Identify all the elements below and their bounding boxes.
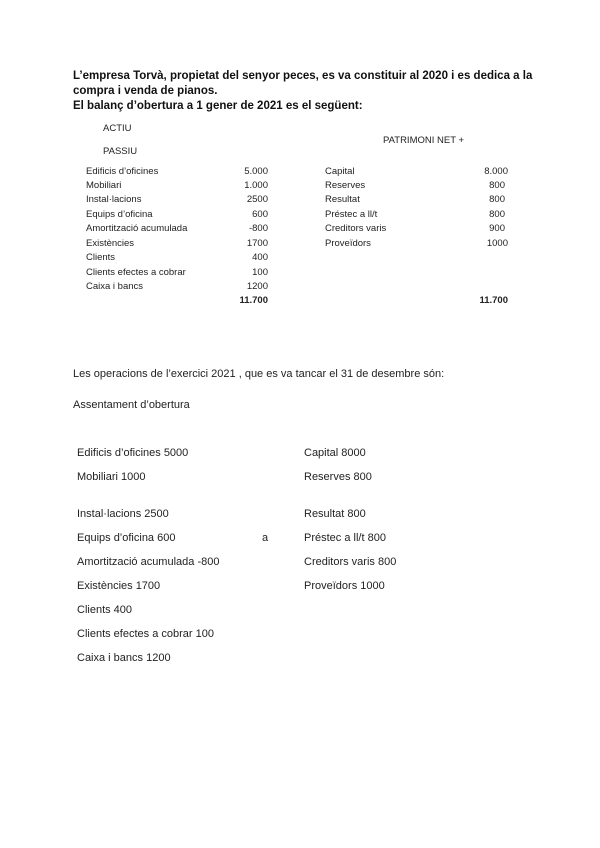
- credit-line: Préstec a ll/t 800: [304, 532, 386, 544]
- passiu-row: Resultat: [325, 194, 360, 205]
- actiu-value: 2500: [246, 194, 268, 205]
- passiu-value: 1000: [486, 238, 508, 249]
- debit-line: Caixa i bancs 1200: [77, 652, 171, 664]
- actiu-value: 400: [252, 252, 268, 263]
- intro-line-2: compra i venda de pianos.: [73, 85, 218, 97]
- credit-line: Reserves 800: [304, 471, 372, 483]
- passiu-total: 11.700: [479, 295, 508, 306]
- passiu-value: 800: [489, 209, 505, 220]
- actiu-row: Instal·lacions: [86, 194, 142, 205]
- passiu-value: 900: [489, 223, 505, 234]
- actiu-row: Mobiliari: [86, 180, 122, 191]
- passiu-row: Creditors varis: [325, 223, 387, 234]
- passiu-row: Capital: [325, 166, 355, 177]
- debit-line: Equips d’oficina 600: [77, 532, 176, 544]
- actiu-row: Clients efectes a cobrar: [86, 267, 186, 278]
- actiu-value: -800: [248, 223, 268, 234]
- actiu-row: Caixa i bancs: [86, 281, 144, 292]
- credit-line: Proveïdors 1000: [304, 580, 385, 592]
- entry-title: Assentament d’obertura: [73, 399, 190, 411]
- credit-line: Creditors varis 800: [304, 556, 397, 568]
- entry-separator: a: [262, 532, 269, 544]
- debit-line: Edificis d’oficines 5000: [77, 447, 189, 459]
- actiu-total: 11.700: [239, 295, 268, 306]
- passiu-value: 800: [489, 180, 505, 191]
- passiu-title: PASSIU: [103, 146, 138, 157]
- debit-line: Mobiliari 1000: [77, 471, 146, 483]
- actiu-value: 100: [252, 267, 268, 278]
- debit-line: Clients 400: [77, 604, 133, 616]
- actiu-value: 1700: [246, 238, 268, 249]
- credit-line: Resultat 800: [304, 508, 366, 520]
- actiu-value: 5.000: [244, 166, 268, 177]
- actiu-value: 1.000: [244, 180, 268, 191]
- debit-line: Existències 1700: [77, 580, 161, 592]
- actiu-row: Existències: [86, 238, 135, 249]
- actiu-value: 600: [252, 209, 268, 220]
- passiu-row: Reserves: [325, 180, 366, 191]
- intro-paragraph: [73, 69, 532, 114]
- actiu-row: Clients: [86, 252, 116, 263]
- actiu-row: Equips d’oficina: [86, 209, 153, 220]
- passiu-value: 8.000: [484, 166, 508, 177]
- passiu-row: Proveïdors: [325, 238, 371, 249]
- passiu-value: 800: [489, 194, 505, 205]
- patrimoni-net-title: PATRIMONI NET +: [383, 135, 465, 146]
- debit-line: Instal·lacions 2500: [77, 508, 169, 520]
- debit-line: Clients efectes a cobrar 100: [77, 628, 214, 640]
- intro-line-3: El balanç d’obertura a 1 gener de 2021 es el següent:: [73, 100, 363, 112]
- intro-line-1: L’empresa Torvà, propietat del senyor peces, es va constituir al 2020 i es dedica a la: [73, 70, 533, 82]
- passiu-row: Préstec a ll/t: [325, 209, 378, 220]
- actiu-title: ACTIU: [103, 123, 132, 134]
- actiu-value: 1200: [246, 281, 268, 292]
- credit-line: Capital 8000: [304, 447, 366, 459]
- debit-line: Amortització acumulada -800: [77, 556, 220, 568]
- actiu-row: Amortització acumulada: [86, 223, 188, 234]
- operations-text: Les operacions de l’exercici 2021 , que es va tancar el 31 de desembre són:: [73, 368, 445, 380]
- actiu-row: Edificis d’oficines: [86, 166, 159, 177]
